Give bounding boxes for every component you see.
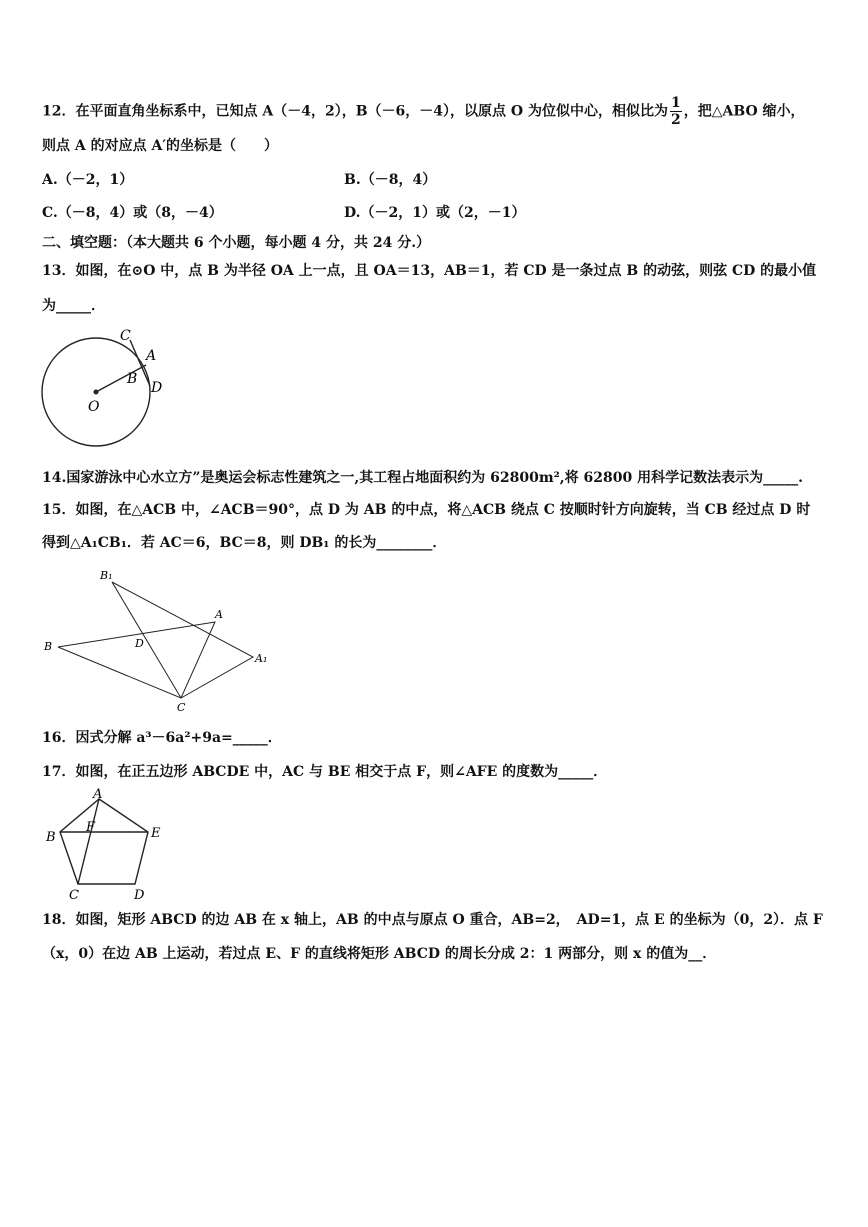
label-b: B: [46, 830, 56, 845]
ratio-fraction: [670, 95, 682, 128]
label-a1: A₁: [255, 652, 268, 665]
q13-line1: 13．如图，在⊙O 中，点 B 为半径 OA 上一点，且 OA＝13，AB＝1，若 CD 是一条过点 B 的动弦，则弦 CD 的最小值: [42, 263, 817, 279]
label-c: C: [120, 328, 131, 344]
label-c: C: [69, 888, 79, 902]
q15-line1: 15．如图，在△ACB 中，∠ACB＝90°，点 D 为 AB 的中点，将△ACB 绕点 C 按顺时针方向旋转，当 CB 经过点 D 时: [42, 502, 811, 518]
q12-option-d: D.（－2，1）或（2，－1）: [344, 205, 526, 221]
radius-oa: [96, 365, 146, 392]
fraction-numerator: 1: [670, 95, 681, 111]
label-d: D: [135, 637, 144, 650]
point-o: [94, 390, 99, 395]
triangle-rotation-diagram: [40, 566, 280, 716]
q18-line1: 18．如图，矩形 ABCD 的边 AB 在 x 轴上，AB 的中点与原点 O 重合，AB=2， AD=1，点 E 的坐标为（0，2）．点 F: [42, 912, 823, 928]
q17-line1: 17．如图，在正五边形 ABCDE 中，AC 与 BE 相交于点 F，则∠AFE 的度数为_____．: [42, 764, 608, 780]
pentagon-diagram: [40, 787, 170, 902]
q18-line2: （x，0）在边 AB 上运动，若过点 E、F 的直线将矩形 ABCD 的周长分成 2：1 两部分，则 x 的值为__．: [42, 946, 717, 962]
segment-ac: [78, 799, 99, 884]
q12-line1: [42, 95, 805, 128]
label-b: B: [44, 640, 53, 653]
label-d: D: [134, 888, 145, 902]
q14-line1: 14.国家游泳中心水立方”是奥运会标志性建筑之一,其工程占地面积约为 62800m²,将 62800 用科学记数法表示为_____.: [42, 470, 804, 486]
triangle-acb: [58, 622, 215, 698]
q15-line2: 得到△A₁CB₁．若 AC＝6，BC＝8，则 DB₁ 的长为________．: [42, 535, 447, 551]
q12-text-b: ，把△ABO 缩小，: [683, 103, 805, 120]
section-heading: 二、填空题：（本大题共 6 个小题，每小题 4 分，共 24 分.）: [42, 235, 431, 251]
label-f: F: [86, 820, 96, 835]
pentagon-abcde: [60, 799, 148, 884]
triangle-a1cb1: [112, 582, 253, 698]
fraction-denominator: 2: [670, 112, 681, 128]
q12-option-b: B.（－8，4）: [344, 172, 437, 188]
q12-text-a: 12．在平面直角坐标系中，已知点 A（－4，2），B（－6，－4），以原点 O 为位似中心，相似比为: [42, 103, 668, 120]
q12-line2: 则点 A 的对应点 A′的坐标是（ ）: [42, 138, 279, 154]
q12-option-a: A.（－2，1）: [42, 172, 134, 188]
label-a: A: [93, 787, 103, 802]
label-b1: B₁: [100, 569, 113, 582]
q13-line2: 为_____．: [42, 298, 105, 314]
label-b: B: [127, 371, 138, 387]
label-a: A: [146, 348, 157, 364]
circle-diagram: [30, 322, 180, 452]
label-a: A: [215, 608, 223, 621]
label-c: C: [177, 701, 186, 714]
label-e: E: [151, 826, 161, 841]
label-d: D: [151, 380, 163, 396]
q16-line1: 16．因式分解 a³－6a²+9a=_____．: [42, 730, 282, 746]
label-o: O: [88, 399, 100, 415]
q12-option-c: C.（－8，4）或（8，－4）: [42, 205, 223, 221]
